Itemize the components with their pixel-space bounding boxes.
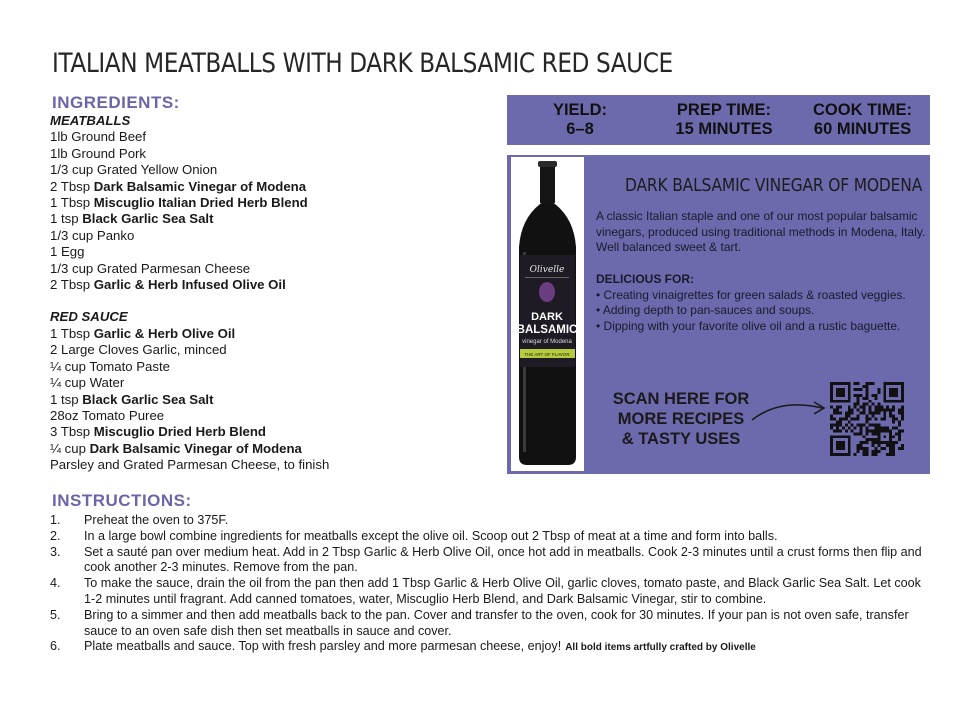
- instruction-step: [50, 513, 930, 529]
- ingredient-product: Garlic & Herb Infused Olive Oil: [93, 277, 286, 293]
- sauce-heading: RED SAUCE: [50, 309, 128, 325]
- bottle-line2: BALSAMIC: [516, 324, 578, 336]
- ingredient-item: [50, 179, 470, 195]
- ingredient-text: 2 Large Cloves Garlic, minced: [50, 342, 227, 358]
- scan-line3: & TASTY USES: [621, 430, 741, 448]
- ingredient-item: [50, 342, 470, 358]
- ingredient-product: Miscuglio Dried Herb Blend: [93, 424, 266, 440]
- instructions-list: [50, 513, 930, 656]
- prep-time-value: 15 MINUTES: [675, 120, 773, 138]
- ingredient-item: [50, 359, 470, 375]
- instruction-step: [50, 545, 930, 577]
- ingredient-item: [50, 228, 470, 244]
- step-text: Bring to a simmer and then add meatballs back to the pan. Cover and transfer to the oven, cook for 30 minutes. If your pan is not oven safe, transfer sauce to an oven safe dish then set meatballs in sauce and cover.: [84, 607, 909, 638]
- ingredient-text: 1lb Ground Beef: [50, 129, 147, 145]
- yield-label: YIELD:: [552, 101, 608, 119]
- meatballs-heading: MEATBALLS: [50, 113, 131, 128]
- ingredients-list: [50, 113, 470, 474]
- ingredient-text: 1 Tbsp: [50, 325, 94, 341]
- ingredient-product: Miscuglio Italian Dried Herb Blend: [93, 195, 308, 211]
- ingredient-item: [50, 277, 470, 293]
- step-text: Plate meatballs and sauce. Top with fresh parsley and more parmesan cheese, enjoy!: [84, 639, 562, 654]
- scan-line1: SCAN HERE FOR: [612, 390, 750, 408]
- step-text: Set a sauté pan over medium heat. Add in 2 Tbsp Garlic & Herb Olive Oil, once hot add in meatballs. Cook 2-3 minutes until a crust forms then flip and cook another 2-3 minutes. Remove from the pan.: [84, 544, 922, 575]
- use-item: • Creating vinaigrettes for green salads & roasted veggies.: [596, 287, 906, 302]
- ingredient-product: Dark Balsamic Vinegar of Modena: [93, 178, 307, 194]
- arrow-icon: [750, 394, 830, 424]
- step-number: 6.: [50, 639, 61, 654]
- ingredient-text: ¼ cup Water: [50, 375, 125, 391]
- ingredient-item: [50, 326, 470, 342]
- instruction-step: [50, 576, 930, 608]
- ingredient-item: [50, 441, 470, 457]
- ingredient-text: 1/3 cup Panko: [50, 227, 135, 243]
- credit-note: All bold items artfully crafted by Olivelle: [565, 642, 756, 654]
- sauce-list: [50, 326, 470, 457]
- ingredient-product: Garlic & Herb Olive Oil: [93, 325, 236, 341]
- prep-time-box: [651, 95, 797, 145]
- ingredient-text: 28oz Tomato Puree: [50, 407, 165, 423]
- use-item: • Adding depth to pan-sauces and soups.: [596, 303, 815, 318]
- qr-code-icon[interactable]: [830, 382, 904, 456]
- instruction-step: [50, 529, 930, 545]
- cook-time-value: 60 MINUTES: [813, 120, 912, 138]
- ingredient-item: [50, 162, 470, 178]
- bottle-brand: Olivelle: [529, 265, 565, 275]
- ingredient-item: [50, 244, 470, 260]
- step-number: 1.: [50, 513, 61, 527]
- ingredient-text: 1 Egg: [50, 244, 85, 260]
- ingredient-item: [50, 392, 470, 408]
- yield-box: [507, 95, 653, 145]
- ingredient-text: ¼ cup: [50, 440, 90, 456]
- ingredient-product: Black Garlic Sea Salt: [82, 211, 214, 227]
- ingredient-text: 2 Tbsp: [50, 277, 94, 293]
- delicious-for-section: [596, 272, 926, 334]
- use-item: • Dipping with your favorite olive oil and a rustic baguette.: [596, 318, 901, 333]
- ingredient-product: Black Garlic Sea Salt: [82, 391, 214, 407]
- scan-callout: [606, 389, 756, 449]
- cook-time-box: [795, 95, 930, 145]
- bottle-line3: vinegar of Modena: [522, 339, 572, 345]
- ingredient-text: 3 Tbsp: [50, 424, 94, 440]
- balsamic-bottle-image: [511, 157, 584, 471]
- ingredient-item: [50, 211, 470, 227]
- ingredient-text: 1 Tbsp: [50, 195, 94, 211]
- instruction-step: [50, 608, 930, 640]
- instructions-heading: INSTRUCTIONS:: [52, 491, 192, 510]
- ingredient-item: [50, 129, 470, 145]
- cook-time-label: COOK TIME:: [813, 101, 912, 119]
- ingredient-text: ¼ cup Tomato Paste: [50, 358, 170, 374]
- bottle-line1: DARK: [531, 311, 563, 323]
- ingredient-item: [50, 408, 470, 424]
- step-number: 3.: [50, 544, 61, 559]
- ingredient-item: [50, 375, 470, 391]
- product-description: A classic Italian staple and one of our most popular balsamic vinegars, produced using traditional methods in Modena, Italy. Well balanced sweet & tart.: [596, 209, 926, 255]
- step-number: 2.: [50, 528, 61, 543]
- finish-line: Parsley and Grated Parmesan Cheese, to finish: [50, 457, 330, 473]
- ingredient-text: 1lb Ground Pork: [50, 145, 147, 161]
- ingredient-text: 1/3 cup Grated Parmesan Cheese: [50, 260, 251, 276]
- product-title: DARK BALSAMIC VINEGAR OF MODENA: [625, 175, 923, 196]
- ingredient-text: 1 tsp: [50, 391, 83, 407]
- step-number: 5.: [50, 607, 61, 622]
- ingredient-text: 2 Tbsp: [50, 178, 94, 194]
- bottle-tag: THE ART OF FLAVOR: [524, 352, 570, 357]
- ingredient-item: [50, 195, 470, 211]
- ingredients-heading: INGREDIENTS:: [52, 93, 180, 112]
- step-number: 4.: [50, 576, 61, 591]
- step-text: Preheat the oven to 375F.: [84, 513, 229, 527]
- instruction-step: [50, 639, 930, 656]
- prep-time-label: PREP TIME:: [676, 101, 772, 119]
- ingredient-item: [50, 146, 470, 162]
- page-title: ITALIAN MEATBALLS WITH DARK BALSAMIC RED SAUCE: [52, 48, 673, 79]
- ingredient-product: Dark Balsamic Vinegar of Modena: [89, 440, 302, 456]
- yield-value: 6–8: [566, 120, 594, 138]
- delicious-for-heading: DELICIOUS FOR:: [596, 272, 694, 286]
- step-text: To make the sauce, drain the oil from the pan then add 1 Tbsp Garlic & Herb Olive Oil, garlic cloves, tomato paste, and Black Garlic Sea Salt. Let cook 1-2 minutes until fragrant. Add canned tomatoes, water, Miscuglio Herb Blend, and Dark Balsamic Vinegar, stir to combine.: [84, 576, 921, 606]
- ingredient-text: 1 tsp: [50, 211, 83, 227]
- ingredient-text: 1/3 cup Grated Yellow Onion: [50, 162, 218, 178]
- scan-line2: MORE RECIPES: [617, 410, 745, 428]
- meatballs-list: [50, 129, 470, 293]
- ingredient-item: [50, 261, 470, 277]
- step-text: In a large bowl combine ingredients for meatballs except the olive oil. Scoop out 2 Tbsp of meat at a time and form into balls.: [84, 528, 778, 543]
- ingredient-item: [50, 424, 470, 440]
